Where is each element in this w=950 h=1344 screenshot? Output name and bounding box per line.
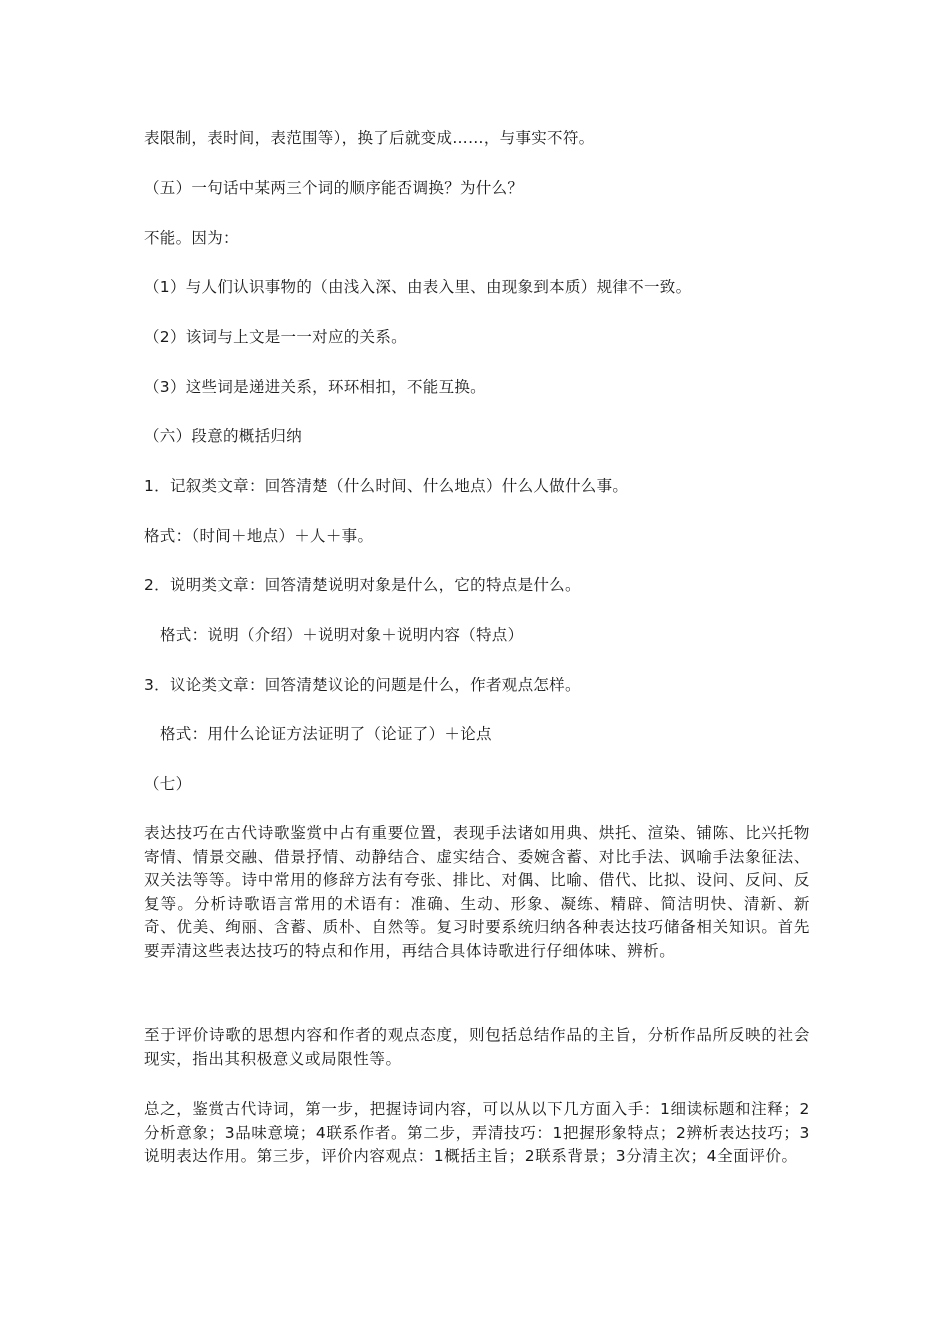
section-heading-6: （六）段意的概括归纳: [144, 427, 303, 445]
list-item: （3）这些词是递进关系，环环相扣，不能互换。: [144, 378, 486, 396]
section-heading-7: （七）: [144, 775, 192, 793]
list-item: （1）与人们认识事物的（由浅入深、由表入里、由现象到本质）规律不一致。: [144, 278, 692, 296]
format-line: 格式：用什么论证方法证明了（论证了）＋论点: [160, 725, 492, 743]
paragraph-expression-techniques: 表达技巧在古代诗歌鉴赏中占有重要位置，表现手法诸如用典、烘托、渲染、铺陈、比兴托物寄情、情景交融、借景抒情、动静结合、虚实结合、委婉含蓄、对比手法、讽喻手法象征法、双关法等等。诗中常用的修辞方法有夸张、排比、对偶、比喻、借代、比拟、设问、反问、反复等。分析诗歌语言常用的术语有：准确、生动、形象、凝练、精辟、简洁明快、清新、新奇、优美、绚丽、含蓄、质朴、自然等。复习时要系统归纳各种表达技巧储备相关知识。首先要弄清这些表达技巧的特点和作用，再结合具体诗歌进行仔细体味、辨析。: [144, 824, 810, 960]
format-line: 格式：（时间＋地点）＋人＋事。: [144, 527, 374, 545]
paragraph-evaluation: 至于评价诗歌的思想内容和作者的观点态度，则包括总结作品的主旨，分析作品所反映的社会现实，指出其积极意义或局限性等。: [144, 1026, 810, 1068]
format-line: 格式：说明（介绍）＋说明对象＋说明内容（特点）: [160, 626, 524, 644]
list-item: 2．说明类文章：回答清楚说明对象是什么，它的特点是什么。: [144, 576, 581, 594]
text-line: 不能。因为：: [144, 229, 239, 247]
paragraph-summary: 总之，鉴赏古代诗词，第一步，把握诗词内容，可以从以下几方面入手：1细读标题和注释；2分析意象；3品味意境；4联系作者。第二步，弄清技巧：1把握形象特点；2辨析表达技巧；3说明表达作用。第三步，评价内容观点：1概括主旨；2联系背景；3分清主次；4全面评价。: [144, 1100, 810, 1165]
text-line: 表限制，表时间，表范围等），换了后就变成……，与事实不符。: [144, 129, 595, 147]
list-item: 3．议论类文章：回答清楚议论的问题是什么，作者观点怎样。: [144, 676, 581, 694]
list-item: 1．记叙类文章：回答清楚（什么时间、什么地点）什么人做什么事。: [144, 477, 629, 495]
section-heading-5: （五）一句话中某两三个词的顺序能否调换？为什么？: [144, 179, 524, 197]
list-item: （2）该词与上文是一一对应的关系。: [144, 328, 407, 346]
